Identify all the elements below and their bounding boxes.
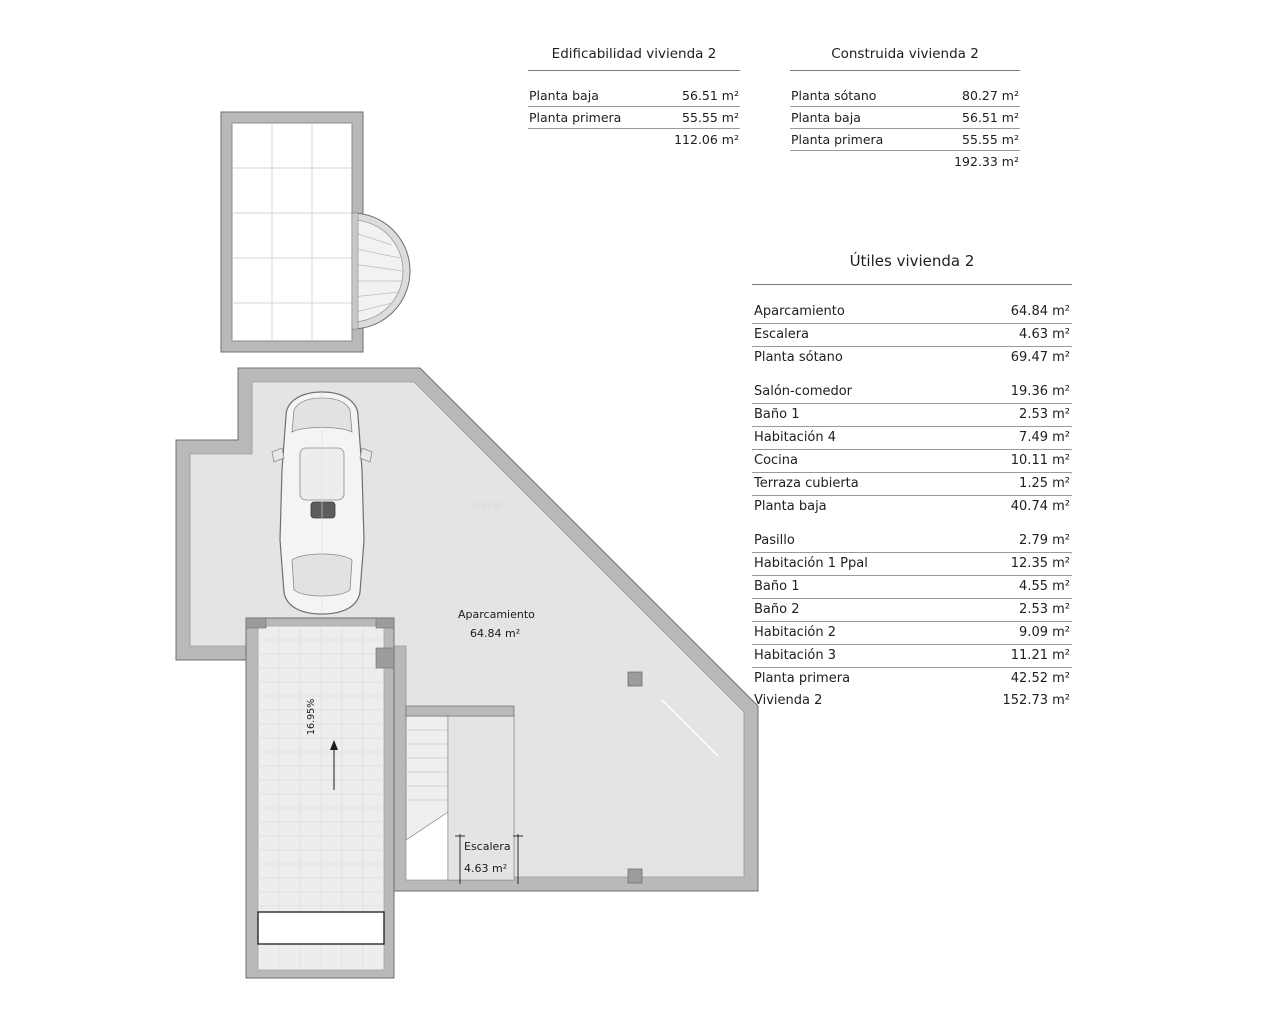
table-total-row bbox=[790, 151, 1020, 172]
row-label: Habitación 1 Ppal bbox=[754, 556, 868, 571]
table-edificabilidad bbox=[528, 46, 740, 150]
row-label: Planta baja bbox=[529, 88, 599, 103]
row-label: Habitación 2 bbox=[754, 625, 837, 640]
row-value: 42.52 m² bbox=[1010, 671, 1070, 686]
table-construida-title: Construida vivienda 2 bbox=[790, 46, 1020, 71]
table-row bbox=[752, 427, 1072, 450]
plan-label-aparcamiento-area: 64.84 m² bbox=[470, 627, 521, 640]
table-utiles bbox=[752, 252, 1072, 712]
row-label: Planta primera bbox=[529, 110, 622, 125]
row-label: Salón-comedor bbox=[754, 384, 853, 399]
table-row bbox=[752, 599, 1072, 622]
row-value: 2.53 m² bbox=[1019, 602, 1070, 617]
row-value: 56.51 m² bbox=[962, 110, 1019, 125]
row-label: Terraza cubierta bbox=[754, 476, 859, 491]
access-ramp bbox=[246, 618, 394, 978]
table-row bbox=[528, 85, 740, 107]
row-label: Planta sótano bbox=[791, 88, 877, 103]
row-value: 80.27 m² bbox=[962, 88, 1019, 103]
row-label: Planta primera bbox=[791, 132, 884, 147]
row-value: 10.11 m² bbox=[1010, 453, 1070, 468]
table-edificabilidad-title: Edificabilidad vivienda 2 bbox=[528, 46, 740, 71]
table-row bbox=[752, 496, 1072, 518]
plan-label-ramp-slope: 16.95% bbox=[306, 698, 317, 735]
row-value: 56.51 m² bbox=[682, 88, 739, 103]
row-value: 55.55 m² bbox=[962, 132, 1019, 147]
table-row bbox=[752, 473, 1072, 496]
table-row bbox=[752, 381, 1072, 404]
row-value: 2.79 m² bbox=[1019, 533, 1070, 548]
group-spacer bbox=[752, 518, 1072, 530]
row-value: 1.25 m² bbox=[1019, 476, 1070, 491]
table-row bbox=[752, 324, 1072, 347]
row-value: 2.53 m² bbox=[1019, 407, 1070, 422]
table-row bbox=[790, 85, 1020, 107]
table-row bbox=[752, 404, 1072, 427]
row-label: Planta sótano bbox=[754, 350, 843, 365]
plan-label-escalera: Escalera bbox=[464, 840, 511, 853]
row-label: Vivienda 2 bbox=[754, 693, 823, 708]
car-icon bbox=[272, 392, 372, 614]
table-row bbox=[752, 450, 1072, 473]
table-row bbox=[752, 622, 1072, 645]
table-total-row bbox=[528, 129, 740, 150]
row-value: 55.55 m² bbox=[682, 110, 739, 125]
row-value: 4.55 m² bbox=[1019, 579, 1070, 594]
row-value: 192.33 m² bbox=[954, 154, 1019, 169]
table-row bbox=[752, 668, 1072, 690]
row-label: Baño 2 bbox=[754, 602, 800, 617]
table-utiles-title: Útiles vivienda 2 bbox=[752, 252, 1072, 285]
row-label: Aparcamiento bbox=[754, 304, 845, 319]
upper-building-outline bbox=[221, 112, 410, 352]
row-label: Planta baja bbox=[754, 499, 827, 514]
row-label: Baño 1 bbox=[754, 407, 800, 422]
row-value: 12.35 m² bbox=[1010, 556, 1070, 571]
row-label: Escalera bbox=[754, 327, 810, 342]
row-value: 40.74 m² bbox=[1010, 499, 1070, 514]
row-value: 4.63 m² bbox=[1019, 327, 1070, 342]
table-row bbox=[752, 553, 1072, 576]
table-row bbox=[752, 347, 1072, 369]
row-label: Habitación 3 bbox=[754, 648, 837, 663]
row-value: 152.73 m² bbox=[1002, 693, 1070, 708]
staircase bbox=[406, 706, 523, 884]
row-value: 64.84 m² bbox=[1010, 304, 1070, 319]
table-row bbox=[752, 301, 1072, 324]
plan-label-aparcamiento: Aparcamiento bbox=[458, 608, 535, 621]
group-spacer bbox=[752, 369, 1072, 381]
row-value: 19.36 m² bbox=[1010, 384, 1070, 399]
row-value: 11.21 m² bbox=[1010, 648, 1070, 663]
table-row bbox=[752, 530, 1072, 553]
row-label: Baño 1 bbox=[754, 579, 800, 594]
table-construida bbox=[790, 46, 1020, 172]
table-row bbox=[790, 129, 1020, 151]
row-label: Cocina bbox=[754, 453, 798, 468]
table-row bbox=[752, 576, 1072, 599]
row-label: Planta primera bbox=[754, 671, 851, 686]
table-row bbox=[528, 107, 740, 129]
watermark-text: www bbox=[470, 498, 503, 512]
plan-label-escalera-area: 4.63 m² bbox=[464, 862, 508, 875]
row-value: 112.06 m² bbox=[674, 132, 739, 147]
table-row bbox=[790, 107, 1020, 129]
row-label: Planta baja bbox=[791, 110, 861, 125]
row-value: 7.49 m² bbox=[1019, 430, 1070, 445]
table-total-row bbox=[752, 690, 1072, 712]
row-label: Habitación 4 bbox=[754, 430, 837, 445]
row-value: 9.09 m² bbox=[1019, 625, 1070, 640]
row-value: 69.47 m² bbox=[1010, 350, 1070, 365]
table-row bbox=[752, 645, 1072, 668]
row-label: Pasillo bbox=[754, 533, 795, 548]
